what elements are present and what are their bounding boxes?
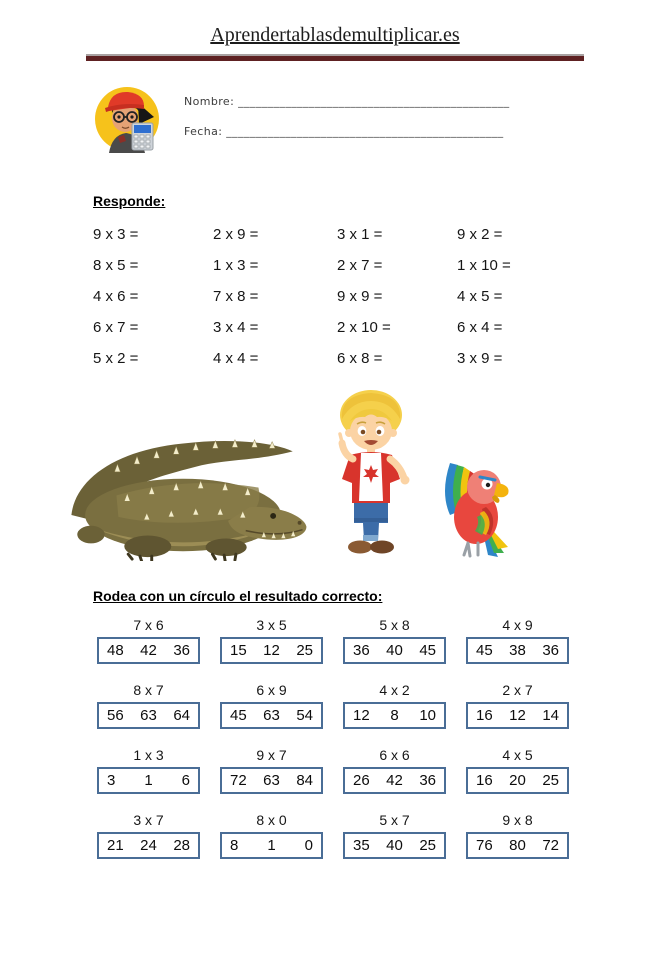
answer-option[interactable]: 8: [230, 837, 239, 854]
exercise-expression: 6 x 6: [379, 747, 410, 763]
multiplication-problem: 4 x 6 =: [93, 288, 139, 305]
answer-option[interactable]: 15: [230, 642, 247, 659]
answer-option[interactable]: 8: [390, 707, 399, 724]
answer-option[interactable]: 42: [140, 642, 157, 659]
exercise-expression: 2 x 7: [502, 682, 533, 698]
exercise-expression: 9 x 7: [256, 747, 287, 763]
exercise-expression: 4 x 2: [379, 682, 410, 698]
answer-options-box: [343, 767, 446, 794]
multiplication-problem: 9 x 9 =: [337, 288, 383, 305]
parrot-illustration: [424, 455, 514, 561]
exercise-expression: 3 x 5: [256, 617, 287, 633]
answer-option[interactable]: 1: [144, 772, 153, 789]
student-info: [94, 83, 670, 155]
date-label: Fecha:: [184, 125, 223, 138]
answer-option[interactable]: 36: [542, 642, 559, 659]
name-label: Nombre:: [184, 95, 235, 108]
responde-problems-grid: [93, 226, 670, 381]
answer-option[interactable]: 38: [509, 642, 526, 659]
answer-option[interactable]: 72: [542, 837, 559, 854]
circle-section-heading: Rodea con un círculo el resultado correcto:: [93, 588, 383, 604]
answer-option[interactable]: 36: [419, 772, 436, 789]
answer-option[interactable]: 45: [230, 707, 247, 724]
answer-option[interactable]: 72: [230, 772, 247, 789]
multiplication-problem: 7 x 8 =: [213, 288, 259, 305]
answer-option[interactable]: 1: [267, 837, 276, 854]
answer-options-box: [97, 637, 200, 664]
multiplication-problem: 2 x 10 =: [337, 319, 391, 336]
answer-option[interactable]: 40: [386, 837, 403, 854]
answer-option[interactable]: 21: [107, 837, 124, 854]
avatar: [94, 83, 160, 153]
crocodile-illustration: [56, 419, 314, 561]
exercise: [466, 812, 569, 859]
multiplication-problem: 2 x 7 =: [337, 257, 383, 274]
exercise-expression: 5 x 8: [379, 617, 410, 633]
name-blank-line[interactable]: ______________________________________________: [238, 95, 510, 108]
answer-option[interactable]: 0: [304, 837, 313, 854]
answer-option[interactable]: 12: [509, 707, 526, 724]
answer-options-box: [97, 702, 200, 729]
multiplication-problem: 6 x 7 =: [93, 319, 139, 336]
answer-option[interactable]: 28: [173, 837, 190, 854]
exercise: [466, 682, 569, 729]
answer-options-box: [343, 637, 446, 664]
exercise: [220, 812, 323, 859]
answer-options-box: [97, 767, 200, 794]
boy-calculator-avatar-icon: [94, 83, 160, 153]
answer-option[interactable]: 63: [140, 707, 157, 724]
answer-option[interactable]: 63: [263, 707, 280, 724]
answer-option[interactable]: 36: [353, 642, 370, 659]
answer-option[interactable]: 16: [476, 707, 493, 724]
multiplication-problem: 9 x 2 =: [457, 226, 503, 243]
illustration-strip: [0, 389, 670, 581]
exercise-expression: 1 x 3: [133, 747, 164, 763]
answer-options-box: [466, 832, 569, 859]
multiplication-problem: 8 x 5 =: [93, 257, 139, 274]
exercise-expression: 9 x 8: [502, 812, 533, 828]
answer-option[interactable]: 10: [419, 707, 436, 724]
site-title: Aprendertablasdemultiplicar.es: [210, 24, 460, 46]
exercise-expression: 8 x 7: [133, 682, 164, 698]
multiplication-problem: 4 x 5 =: [457, 288, 503, 305]
answer-option[interactable]: 20: [509, 772, 526, 789]
exercise-expression: 7 x 6: [133, 617, 164, 633]
answer-option[interactable]: 64: [173, 707, 190, 724]
exercise-expression: 6 x 9: [256, 682, 287, 698]
exercise-expression: 4 x 9: [502, 617, 533, 633]
exercise: [343, 682, 446, 729]
exercise-expression: 3 x 7: [133, 812, 164, 828]
multiplication-problem: 1 x 10 =: [457, 257, 511, 274]
answer-options-box: [97, 832, 200, 859]
answer-option[interactable]: 26: [353, 772, 370, 789]
answer-option[interactable]: 25: [542, 772, 559, 789]
multiplication-problem: 3 x 9 =: [457, 350, 503, 367]
answer-options-box: [343, 832, 446, 859]
answer-option[interactable]: 3: [107, 772, 116, 789]
answer-option[interactable]: 54: [296, 707, 313, 724]
multiplication-problem: 5 x 2 =: [93, 350, 139, 367]
answer-option[interactable]: 45: [476, 642, 493, 659]
multiplication-problem: 3 x 1 =: [337, 226, 383, 243]
answer-option[interactable]: 84: [296, 772, 313, 789]
date-field[interactable]: [184, 125, 510, 138]
answer-options-box: [220, 637, 323, 664]
answer-option[interactable]: 16: [476, 772, 493, 789]
answer-option[interactable]: 48: [107, 642, 124, 659]
date-blank-line[interactable]: _______________________________________________: [226, 125, 504, 138]
circle-exercises-grid: [97, 617, 670, 859]
answer-option[interactable]: 12: [353, 707, 370, 724]
write-in-fields: [184, 83, 510, 155]
answer-option[interactable]: 6: [181, 772, 190, 789]
exercise: [466, 617, 569, 664]
exercise: [97, 812, 200, 859]
answer-option[interactable]: 80: [509, 837, 526, 854]
answer-option[interactable]: 35: [353, 837, 370, 854]
multiplication-problem: 9 x 3 =: [93, 226, 139, 243]
exercise: [220, 747, 323, 794]
exercise: [220, 682, 323, 729]
exercise-expression: 4 x 5: [502, 747, 533, 763]
answer-option[interactable]: 36: [173, 642, 190, 659]
answer-option[interactable]: 40: [386, 642, 403, 659]
exercise: [220, 617, 323, 664]
answer-options-box: [220, 767, 323, 794]
answer-option[interactable]: 76: [476, 837, 493, 854]
exercise-expression: 5 x 7: [379, 812, 410, 828]
answer-option[interactable]: 45: [419, 642, 436, 659]
answer-option[interactable]: 12: [263, 642, 280, 659]
answer-option[interactable]: 63: [263, 772, 280, 789]
boy-illustration: [320, 389, 422, 557]
answer-option[interactable]: 25: [419, 837, 436, 854]
exercise: [466, 747, 569, 794]
answer-options-box: [466, 637, 569, 664]
exercise: [97, 747, 200, 794]
exercise: [343, 617, 446, 664]
multiplication-problem: 3 x 4 =: [213, 319, 259, 336]
answer-options-box: [220, 702, 323, 729]
multiplication-problem: 2 x 9 =: [213, 226, 259, 243]
name-field[interactable]: [184, 95, 510, 108]
answer-option[interactable]: 25: [296, 642, 313, 659]
exercise: [97, 617, 200, 664]
answer-option[interactable]: 14: [542, 707, 559, 724]
answer-options-box: [220, 832, 323, 859]
multiplication-problem: 4 x 4 =: [213, 350, 259, 367]
multiplication-problem: 6 x 4 =: [457, 319, 503, 336]
exercise: [97, 682, 200, 729]
page-title: [0, 24, 670, 47]
answer-option[interactable]: 42: [386, 772, 403, 789]
answer-options-box: [466, 767, 569, 794]
responde-heading: Responde:: [93, 193, 166, 209]
exercise: [343, 747, 446, 794]
exercise-expression: 8 x 0: [256, 812, 287, 828]
multiplication-problem: 6 x 8 =: [337, 350, 383, 367]
answer-option[interactable]: 56: [107, 707, 124, 724]
exercise: [343, 812, 446, 859]
multiplication-problem: 1 x 3 =: [213, 257, 259, 274]
header-divider-bar: [86, 54, 584, 61]
answer-options-box: [343, 702, 446, 729]
answer-options-box: [466, 702, 569, 729]
answer-option[interactable]: 24: [140, 837, 157, 854]
